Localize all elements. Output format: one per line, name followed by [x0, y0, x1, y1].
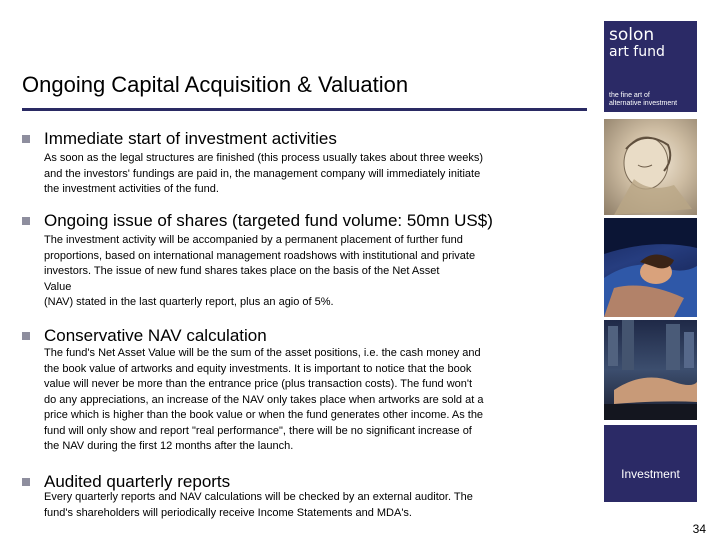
square-bullet-icon [22, 217, 30, 225]
body-line: investors. The issue of new fund shares takes place on the basis of the Net Asset [44, 265, 440, 277]
section-body [44, 346, 579, 455]
logo-tagline-line2: alternative investment [609, 100, 678, 107]
body-line: As soon as the legal structures are finished (this process usually takes about three weeks) [44, 152, 484, 164]
page-number: 34 [692, 522, 706, 536]
body-line: fund's shareholders will periodically receive Income Statements and MDA's. [44, 506, 412, 519]
logo-name-line1: solon [609, 25, 655, 45]
logo-tagline-line1: the fine art of [609, 92, 650, 99]
body-line: do any appreciations, an increase of the NAV only takes place when artworks are sold at a [44, 393, 484, 406]
body-line: the investment activities of the fund. [44, 183, 219, 195]
section-body [44, 490, 579, 521]
body-line: The investment activity will be accompanied by a permanent placement of further fund [44, 234, 463, 246]
section-heading: Conservative NAV calculation [44, 326, 267, 345]
section-body [44, 151, 579, 198]
body-line: proportions, based on international management roadshows with institutional and private [44, 249, 476, 262]
section-body [44, 233, 579, 311]
artwork-sketch-graphic [604, 119, 697, 215]
square-bullet-icon [22, 135, 30, 143]
artwork-cityscape-graphic [604, 320, 697, 420]
page-title: Ongoing Capital Acquisition & Valuation [22, 72, 409, 97]
body-line: Every quarterly reports and NAV calculations will be checked by an external auditor. The [44, 491, 473, 503]
logo-name-line2: art fund [609, 44, 665, 60]
square-bullet-icon [22, 478, 30, 486]
investment-label-box [604, 425, 697, 502]
body-line: value will never be more than the entrance price (plus transaction costs). The fund won't [44, 378, 473, 390]
artwork-sleeping-girl-painting [604, 218, 697, 317]
body-line: the NAV during the first 12 months after the launch. [44, 440, 294, 452]
logo-tagline [609, 92, 677, 108]
body-line: the book value of artworks and equity investments. It is important to notice that the book [44, 362, 472, 375]
body-line: and the investors' fundings are paid in, the management company will immediately initiate [44, 167, 481, 180]
body-line: (NAV) stated in the last quarterly report, plus an agio of 5%. [44, 296, 334, 308]
section-heading: Ongoing issue of shares (targeted fund volume: 50mn US$) [44, 211, 493, 230]
section-heading: Immediate start of investment activities [44, 129, 337, 148]
body-line: price which is higher than the book value or when the fund generates other income. As the [44, 409, 484, 421]
title-underline [22, 108, 587, 111]
section-heading: Audited quarterly reports [44, 472, 231, 491]
solon-art-fund-logo [604, 21, 697, 112]
body-line: The fund's Net Asset Value will be the sum of the asset positions, i.e. the cash money and [44, 347, 481, 359]
body-line: Value [44, 280, 72, 293]
square-bullet-icon [22, 332, 30, 340]
artwork-painting-graphic [604, 218, 697, 317]
artwork-sleeping-woman-sketch [604, 119, 697, 215]
body-line: fund will only show and report "real performance", there will be no significant increase of [44, 424, 472, 437]
artwork-reclining-nude-cityscape [604, 320, 697, 420]
investment-label: Investment [621, 467, 680, 481]
